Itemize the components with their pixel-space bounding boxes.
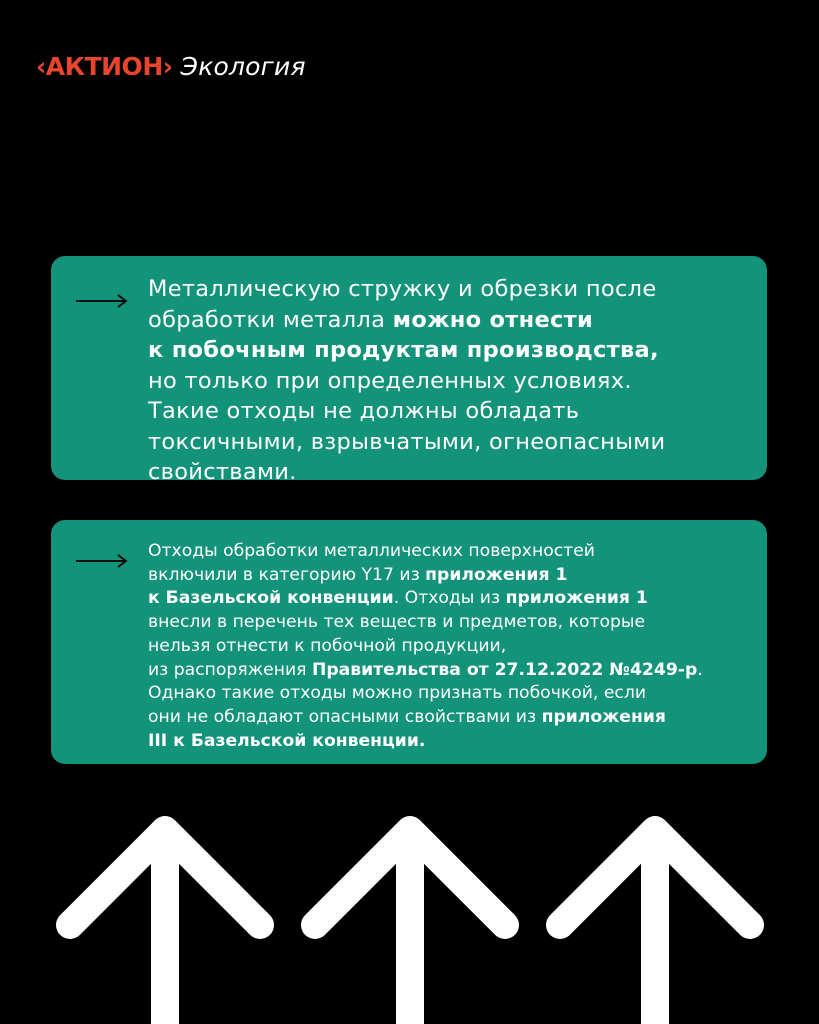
- text-run: Такие отходы не должны обладать: [148, 398, 580, 424]
- bold-text-run: III к Базельской конвенции.: [148, 730, 426, 751]
- bold-text-run: приложения 1: [425, 564, 568, 585]
- info-card-1: [51, 256, 767, 485]
- card-2-text: [148, 540, 745, 753]
- bold-text-run: к Базельской конвенции: [148, 588, 394, 609]
- arrow-right-icon: [75, 294, 129, 308]
- bold-text-run: к побочным продуктам производства,: [148, 337, 659, 363]
- text-run: включили в категорию Y17 из: [148, 564, 426, 585]
- text-run: нельзя отнести к побочной продукции,: [148, 635, 507, 656]
- text-run: токсичными, взрывчатыми, огнеопасными: [148, 428, 666, 455]
- text-run: свойствами.: [148, 459, 297, 485]
- brand-logo: [36, 52, 306, 81]
- bold-text-run: можно отнести: [392, 306, 594, 333]
- text-run: обработки металла: [148, 306, 393, 333]
- arrow-up-icon: [70, 830, 260, 1024]
- card-1-text: [148, 274, 745, 488]
- text-run: внесли в перечень тех веществ и предметов, которые: [148, 612, 646, 633]
- text-run: Металлическую стружку и обрезки после: [148, 276, 657, 302]
- text-run: из распоряжения: [148, 659, 312, 680]
- arrow-right-icon: [75, 554, 129, 568]
- brand-name: ‹АКТИОН›: [36, 52, 173, 81]
- brand-section: Экология: [180, 52, 306, 81]
- arrow-up-icon: [315, 830, 505, 1024]
- text-run: Отходы обработки металлических поверхностей: [148, 541, 595, 561]
- text-run: .: [697, 659, 703, 680]
- text-run: они не обладают опасными свойствами из: [148, 706, 542, 727]
- arrow-up-icon: [560, 830, 750, 1024]
- bold-text-run: Правительства от 27.12.2022 №4249-р: [311, 659, 698, 680]
- bold-text-run: приложения 1: [505, 588, 648, 609]
- info-card-2: [51, 520, 767, 764]
- text-run: но только при определенных условиях.: [148, 367, 632, 394]
- text-run: . Отходы из: [393, 588, 506, 609]
- bold-text-run: приложения: [541, 706, 666, 727]
- text-run: Однако такие отходы можно признать побочкой, если: [148, 683, 647, 704]
- decorative-arrows: [0, 800, 819, 1024]
